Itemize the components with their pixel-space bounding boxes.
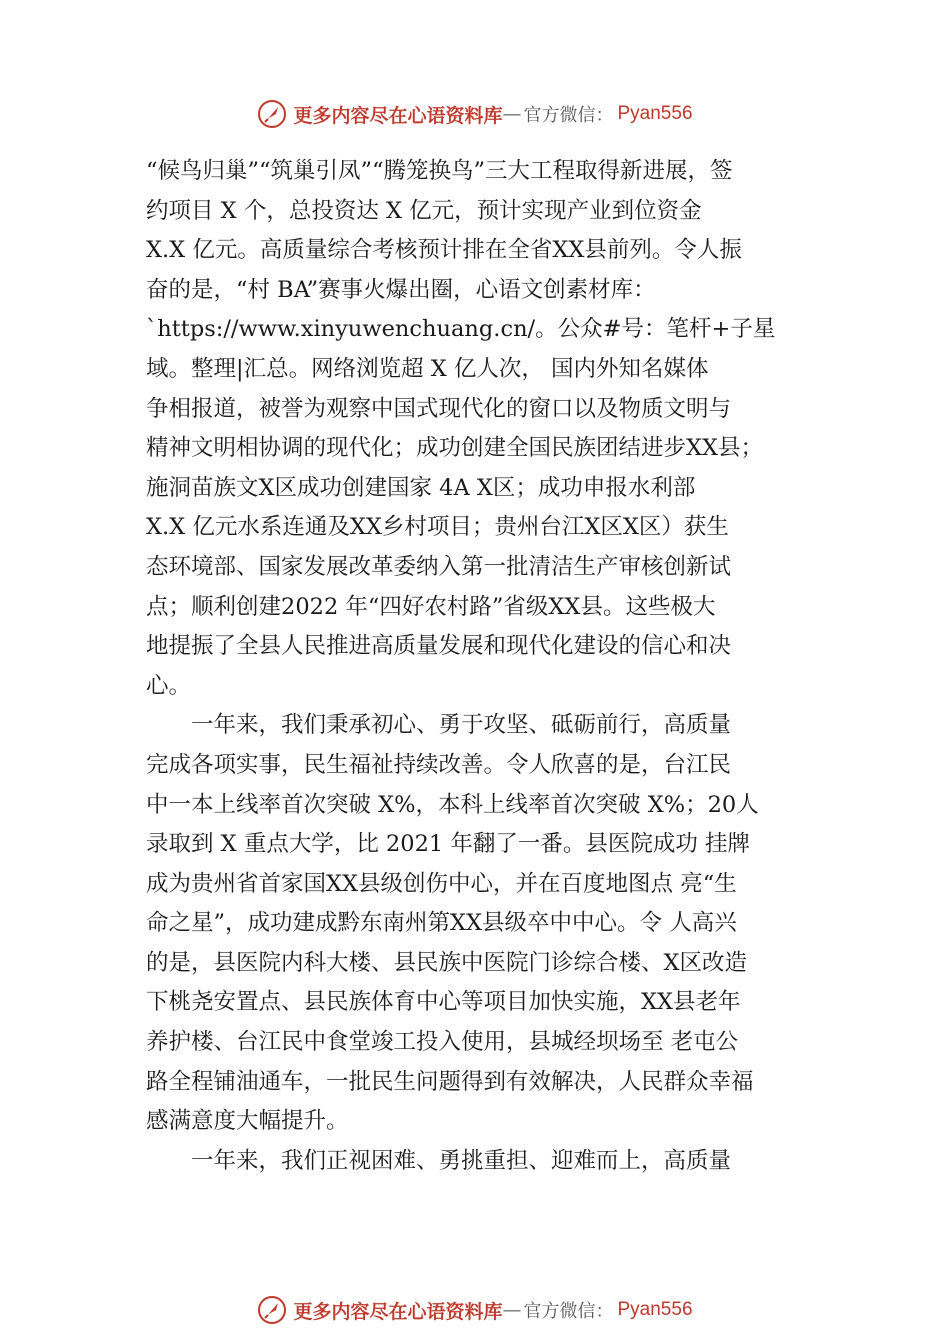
header-wechat-label: 官方微信： — [523, 105, 614, 126]
body-line: 命之星”，成功建成黔东南州第XX县级卒中中心。令 人高兴 — [146, 910, 737, 937]
body-line: 中一本上线率首次突破 X%，本科上线率首次突破 X%；20人 — [146, 791, 759, 818]
body-line: 完成各项实事，民生福祉持续改善。令人欣喜的是，台江民 — [146, 751, 732, 778]
body-line: 一年来，我们正视困难、勇挑重担、迎难而上，高质量 — [146, 1147, 732, 1174]
body-line: 的是，县医院内科大楼、县民族中医院门诊综合楼、X区改造 — [146, 949, 748, 976]
body-line: 感满意度大幅提升。 — [146, 1108, 349, 1135]
body-line: 路全程铺油通车，一批民生问题得到有效解决，人民群众幸福 — [146, 1068, 754, 1095]
quill-logo-icon — [257, 99, 287, 129]
body-line: 施洞苗族文X区成功创建国家 4A X区；成功申报水利部 — [146, 474, 696, 501]
body-line: `https://www.xinyuwenchuang.cn/。公众#号：笔杆+子星 — [146, 316, 776, 343]
body-line: 精神文明相协调的现代化；成功创建全国民族团结进步XX县； — [146, 435, 764, 462]
document-body — [146, 152, 836, 1181]
footer-dash: — — [502, 1299, 522, 1321]
footer-wechat-label: 官方微信： — [523, 1301, 614, 1322]
header-dash: — — [502, 103, 522, 125]
body-line: 成为贵州省首家国XX县级创伤中心，并在百度地图点 亮“生 — [146, 870, 737, 897]
body-line: 争相报道，被誉为观察中国式现代化的窗口以及物质文明与 — [146, 395, 732, 422]
footer-wechat-id: Pyan556 — [617, 1299, 693, 1320]
quill-logo-icon — [257, 1295, 287, 1325]
body-line: 约项目 X 个，总投资达 X 亿元，预计实现产业到位资金 — [146, 197, 702, 224]
body-line: X.X 亿元。高质量综合考核预计排在全省XX县前列。令人振 — [146, 237, 742, 264]
body-line: 域。整理|汇总。网络浏览超 X 亿人次， 国内外知名媒体 — [146, 355, 709, 382]
body-line: 一年来，我们秉承初心、勇于攻坚、砥砺前行，高质量 — [146, 712, 732, 739]
header-wechat-id: Pyan556 — [617, 103, 693, 124]
body-line: 点；顺利创建2022 年“四好农村路”省级XX县。这些极大 — [146, 593, 716, 620]
body-line: 态环境部、国家发展改革委纳入第一批清洁生产审核创新试 — [146, 553, 732, 580]
header-site-name: 更多内容尽在心语资料库 — [293, 104, 503, 127]
body-line: 奋的是，“村 BA”赛事火爆出圈，心语文创素材库： — [146, 276, 656, 303]
body-line: “候鸟归巢”“筑巢引凤”“腾笼换鸟”三大工程取得新进展，签 — [146, 158, 733, 184]
body-line: 地提振了全县人民推进高质量发展和现代化建设的信心和决 — [146, 633, 732, 660]
body-line: 心。 — [146, 672, 192, 699]
footer-site-name: 更多内容尽在心语资料库 — [293, 1300, 503, 1323]
body-line: X.X 亿元水系连通及XX乡村项目；贵州台江X区X区）获生 — [146, 514, 729, 541]
footer-banner — [0, 1292, 950, 1328]
header-banner — [0, 96, 950, 132]
body-line: 养护楼、台江民中食堂竣工投入使用，县城经坝场至 老屯公 — [146, 1029, 739, 1056]
body-line: 录取到 X 重点大学，比 2021 年翻了一番。县医院成功 挂牌 — [146, 831, 751, 858]
body-line: 下桃尧安置点、县民族体育中心等项目加快实施，XX县老年 — [146, 989, 741, 1016]
